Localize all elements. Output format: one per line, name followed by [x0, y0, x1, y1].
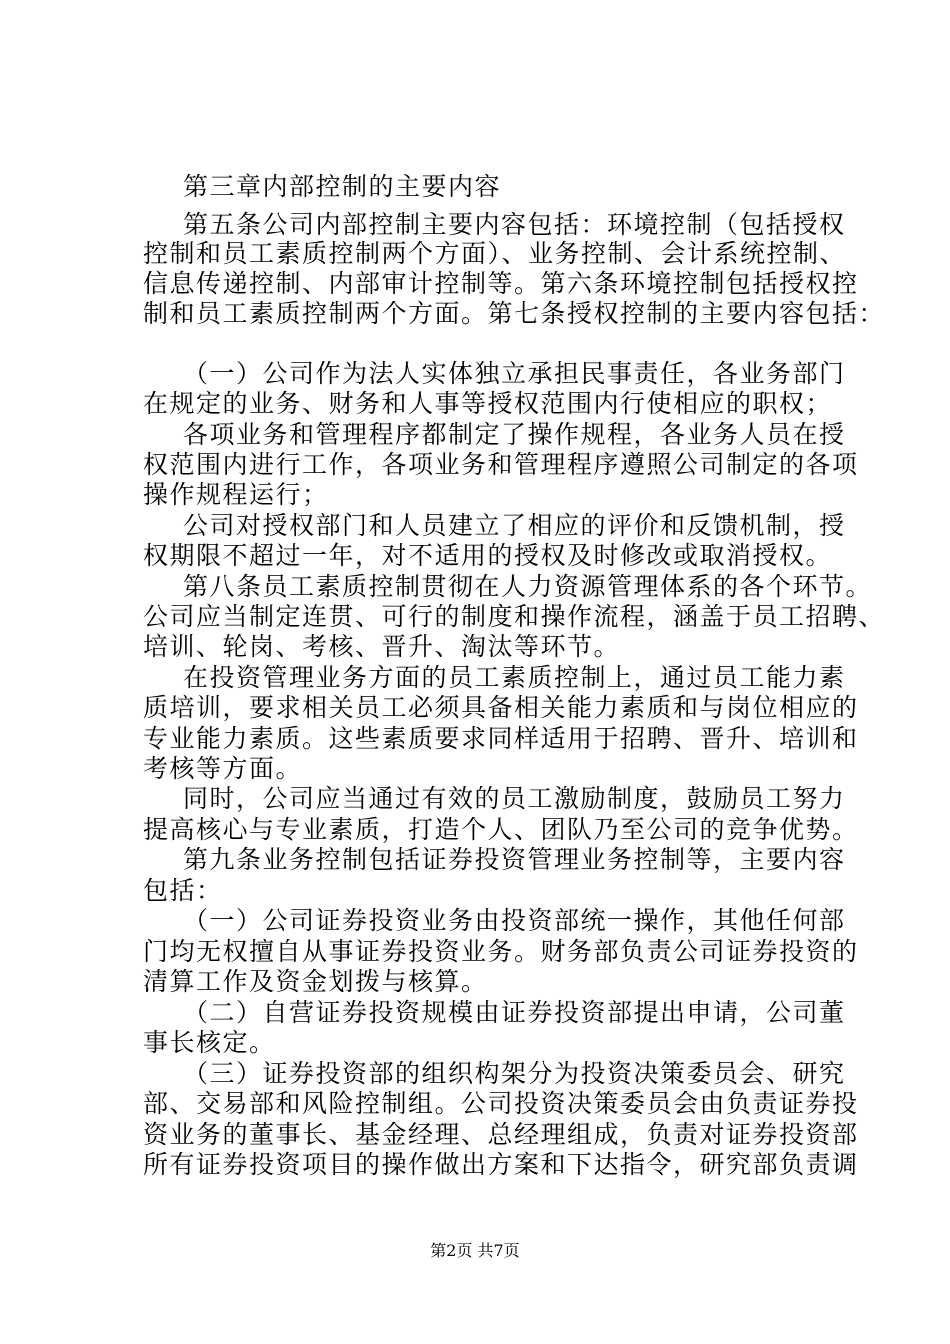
paragraph-line: 权期限不超过一年，对不适用的授权及时修改或取消授权。 [143, 541, 833, 570]
paragraph-line: 同时，公司应当通过有效的员工激励制度，鼓励员工努力 [183, 784, 846, 813]
paragraph-line: （一）公司作为法人实体独立承担民事责任，各业务部门 [183, 359, 846, 388]
paragraph-line: 门均无权擅自从事证券投资业务。财务部负责公司证券投资的 [143, 937, 859, 966]
paragraph-line: 第八条员工素质控制贯彻在人力资源管理体系的各个环节。 [183, 572, 873, 601]
paragraph-line: 考核等方面。 [143, 754, 303, 783]
paragraph-line: 包括： [143, 876, 223, 905]
paragraph-line: 在规定的业务、财务和人事等授权范围内行使相应的职权； [143, 389, 833, 418]
page-number-footer: 第2页 共7页 [430, 1241, 520, 1260]
paragraph-line: 清算工作及资金划拨与核算。 [143, 967, 488, 996]
paragraph-line: 专业能力素质。这些素质要求同样适用于招聘、晋升、培训和 [143, 724, 859, 753]
paragraph-line: 各项业务和管理程序都制定了操作规程，各业务人员在授 [183, 420, 846, 449]
paragraph-line: 控制和员工素质控制两个方面）、业务控制、会计系统控制、 [143, 239, 847, 268]
paragraph-line: 权范围内进行工作，各项业务和管理程序遵照公司制定的各项 [143, 450, 859, 479]
paragraph-line: 质培训，要求相关员工必须具备相关能力素质和与岗位相应的 [143, 693, 859, 722]
paragraph-line: 部、交易部和风险控制组。公司投资决策委员会由负责证券投 [143, 1089, 859, 1118]
paragraph-line: 提高核心与专业素质，打造个人、团队乃至公司的竞争优势。 [143, 815, 859, 844]
paragraph-line: 第九条业务控制包括证券投资管理业务控制等，主要内容 [183, 845, 846, 874]
paragraph-line: 培训、轮岗、考核、晋升、淘汰等环节。 [143, 632, 621, 661]
paragraph-line: （一）公司证券投资业务由投资部统一操作，其他任何部 [183, 906, 846, 935]
paragraph-line: 第五条公司内部控制主要内容包括：环境控制（包括授权 [183, 210, 846, 239]
paragraph-line: 操作规程运行； [143, 480, 329, 509]
paragraph-line: 所有证券投资项目的操作做出方案和下达指令，研究部负责调 [143, 1150, 859, 1179]
paragraph-line: 在投资管理业务方面的员工素质控制上，通过员工能力素 [183, 663, 846, 692]
paragraph-line: 信息传递控制、内部审计控制等。第六条环境控制包括授权控 [143, 269, 859, 298]
paragraph-line: 公司对授权部门和人员建立了相应的评价和反馈机制，授 [183, 511, 846, 540]
paragraph-line: 公司应当制定连贯、可行的制度和操作流程，涵盖于员工招聘、 [143, 602, 886, 631]
paragraph-line: 制和员工素质控制两个方面。第七条授权控制的主要内容包括： [143, 299, 886, 328]
paragraph-line: （三）证券投资部的组织构架分为投资决策委员会、研究 [183, 1059, 846, 1088]
chapter-heading: 第三章内部控制的主要内容 [183, 172, 502, 201]
paragraph-line: 事长核定。 [143, 1028, 276, 1057]
paragraph-line: （二）自营证券投资规模由证券投资部提出申请，公司董 [183, 998, 846, 1027]
paragraph-line: 资业务的董事长、基金经理、总经理组成，负责对证券投资部 [143, 1120, 859, 1149]
